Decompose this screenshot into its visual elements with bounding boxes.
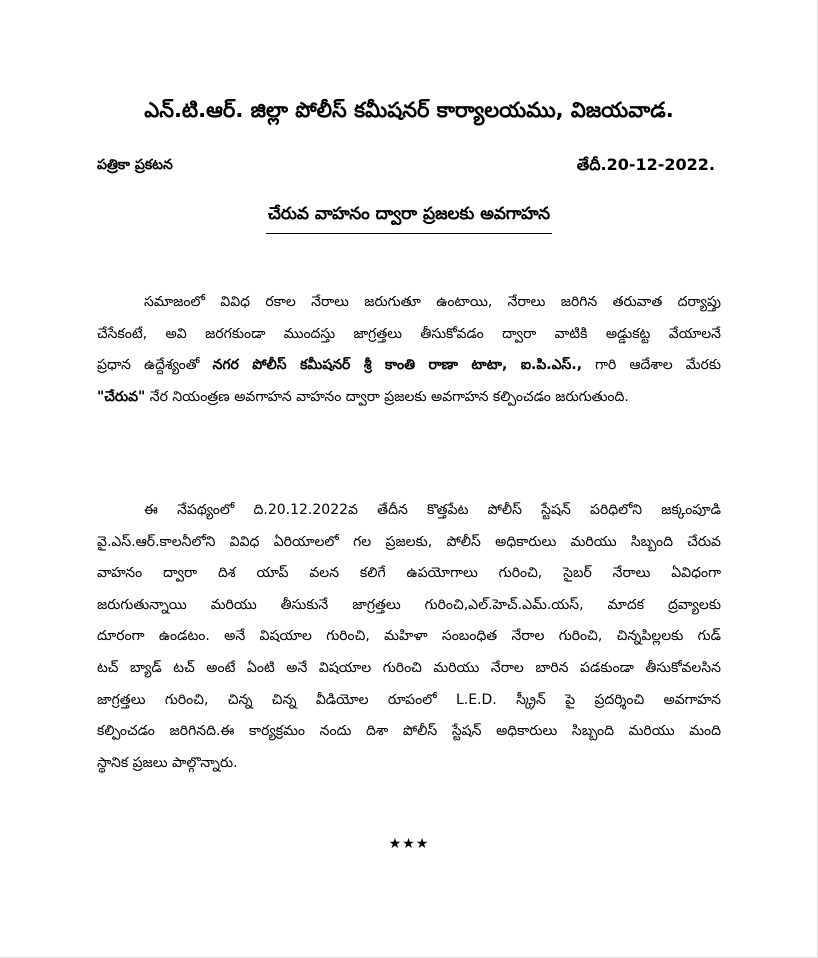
- vehicle-name: "చేరువ": [97, 388, 146, 405]
- end-stars: ★★★: [388, 836, 430, 852]
- paragraph-1-line: సమాజంలో వివిధ రకాల నేరాలు జరుగుతూ ఉంటాయి, నేరాలు జరిగిన తరువాత దర్యాప్తు: [144, 294, 721, 310]
- paragraph-1-line: [97, 386, 721, 418]
- paragraph-1-text: ప్రధాన ఉద్దేశ్యంతో: [97, 357, 213, 374]
- paragraph-2-line: కల్పించడం జరిగినది.ఈ కార్యక్రమం నందు దిశా పోలీస్ స్టేషన్ అధికారులు సిబ్బంది మరియు మంది: [97, 723, 721, 740]
- office-title: ఎన్.టి.ఆర్. జిల్లా పోలీస్ కమీషనర్ కార్యాలయము, విజయవాడ.: [144, 98, 674, 122]
- body-paragraph-1: [97, 291, 721, 417]
- body-paragraph-2: [97, 499, 721, 783]
- paragraph-1-text: గారి ఆదేశాల మేరకు: [582, 357, 721, 374]
- paragraph-2-line: వై.ఎస్.ఆర్.కాలనీలోని వివిధ ఏరియాలలో గల ప్రజలకు, పోలీస్ అధికారులు మరియు సిబ్బంది చేరువ: [97, 533, 721, 550]
- paragraph-2-line: జాగ్రత్తలు గురించి, చిన్న చిన్న వీడియోల రూపంలో L.E.D. స్క్రీన్ పై ప్రదర్శించి అవగాహన: [97, 691, 721, 708]
- commissioner-name: నగర పోలీస్ కమీషనర్ శ్రీ కాంతి రాణా టాటా, ఐ.పి.ఎస్.,: [212, 357, 583, 374]
- paragraph-2-line: దూరంగా ఉండటం. అనే విషయాల గురించి, మహిళా సంబంధిత నేరాల గురించి, చిన్నపిల్లలకు గుడ్: [97, 628, 721, 645]
- paragraph-2-line: టచ్ బ్యాడ్ టచ్ అంటే ఏంటి అనే విషయాల గురించి మరియు నేరాల బారిన పడకుండా తీసుకోవలసిన: [97, 659, 721, 676]
- subject-heading: [0, 204, 818, 234]
- paragraph-1-line: చేసేకంటే, అవి జరగకుండా ముందస్తు జాగ్రత్తలు తీసుకోవడం ద్వారా వాటికి అడ్డుకట్ట వేయాలనే: [97, 325, 721, 342]
- subject-text: చేరువ వాహనం ద్వారా ప్రజలకు అవగాహన: [266, 204, 552, 234]
- release-date: తేదీ.20-12-2022.: [576, 155, 715, 174]
- paragraph-2-line: వాహనం ద్వారా దిశ యాప్ వలన కలిగే ఉపయోగాలు గురించి, సైబర్ నేరాలు ఏవిధంగా: [97, 565, 721, 582]
- press-release-label: పత్రికా ప్రకటన: [97, 157, 173, 173]
- paragraph-2-line: జరుగుతున్నాయి మరియు తీసుకునే జాగ్రత్తలు గురించి,ఎల్.హెచ్.ఎమ్.యస్, మాదక ద్రవ్యాలకు: [97, 596, 721, 613]
- paragraph-1-text: నేర నియంత్రణ అవగాహన వాహనం ద్వారా ప్రజలకు అవగాహన కల్పించడం జరుగుతుంది.: [145, 388, 629, 405]
- paragraph-2-line: స్థానిక ప్రజలు పాల్గొన్నారు.: [97, 754, 238, 771]
- paragraph-2-line: ఈ నేపథ్యంలో ది.20.12.2022వ తేదీన కొత్తపేట పోలీస్ స్టేషన్ పరిధిలోని జక్కంపూడి: [144, 502, 721, 518]
- paragraph-1-line: [97, 354, 721, 386]
